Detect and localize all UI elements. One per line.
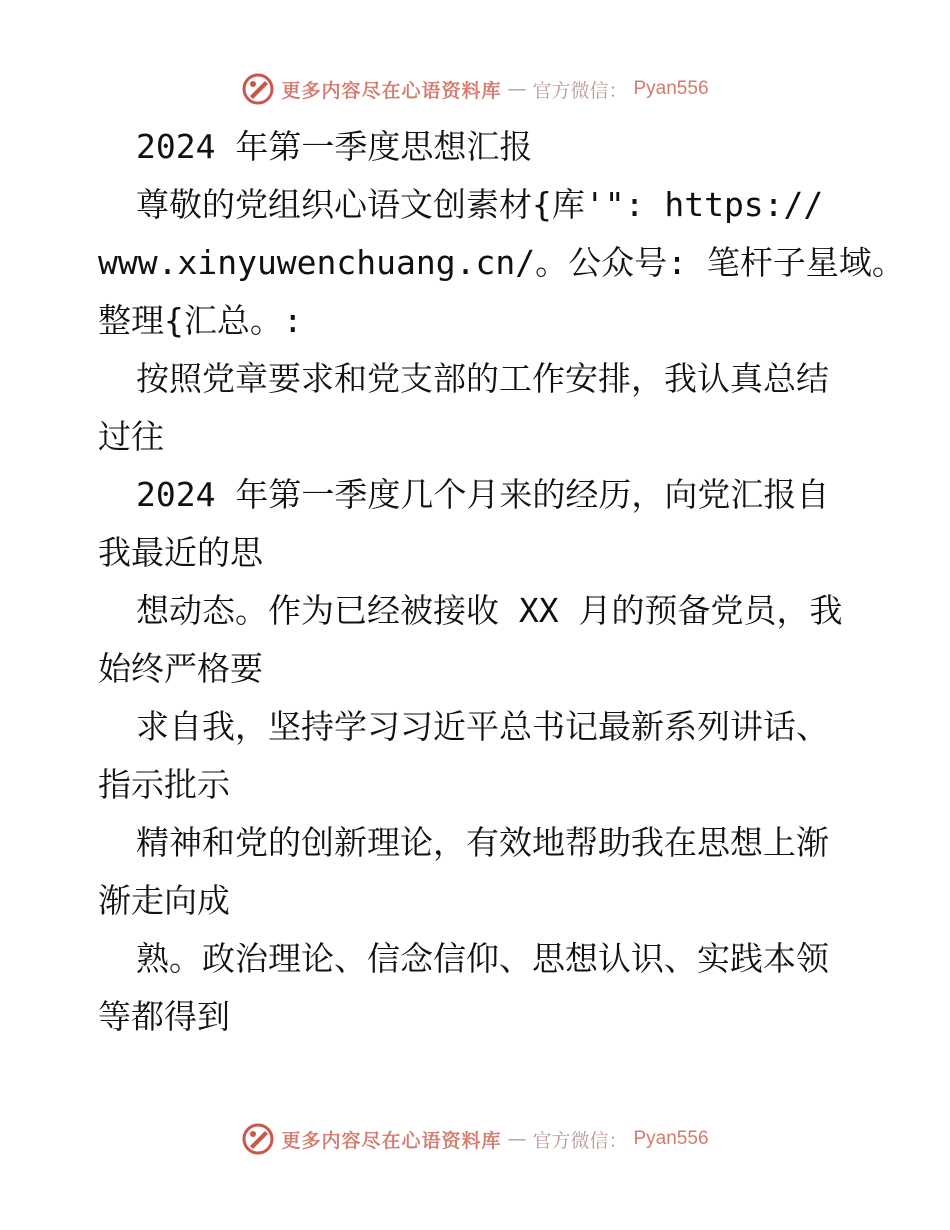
text-line: 指示批示 — [98, 765, 230, 804]
text-line: 始终严格要 — [98, 649, 263, 688]
header-watermark — [0, 72, 950, 106]
text-line: 渐走向成 — [98, 881, 230, 920]
banner-lead: 更多内容尽在心语资料库 — [281, 1129, 502, 1152]
text-line: 我最近的思 — [98, 533, 263, 572]
text-line: 整理{汇总。: — [98, 301, 303, 340]
document-body — [98, 118, 905, 1046]
banner-handle: Pyan556 — [633, 1128, 709, 1149]
text-line: 想动态。作为已经被接收 XX 月的预备党员，我 — [136, 591, 843, 630]
banner-official: 官方微信： — [532, 1129, 628, 1152]
banner-handle: Pyan556 — [633, 78, 709, 99]
text-line: 求自我，坚持学习习近平总书记最新系列讲话、 — [136, 707, 829, 746]
text-line: 2024 年第一季度几个月来的经历，向党汇报自 — [136, 475, 830, 514]
banner-official: 官方微信： — [532, 79, 628, 102]
text-line: 尊敬的党组织心语文创素材{库'": https:// — [136, 185, 824, 224]
text-line: www.xinyuwenchuang.cn/。公众号: 笔杆子星域。 — [98, 243, 905, 282]
text-line: 熟。政治理论、信念信仰、思想认识、实践本领 — [136, 939, 829, 978]
text-line: 2024 年第一季度思想汇报 — [136, 127, 533, 166]
text-line: 过往 — [98, 417, 164, 456]
footer-watermark — [0, 1122, 950, 1156]
banner-lead: 更多内容尽在心语资料库 — [281, 79, 502, 102]
text-line: 按照党章要求和党支部的工作安排，我认真总结 — [136, 359, 829, 398]
text-line: 等都得到 — [98, 997, 230, 1036]
brand-logo-icon — [241, 72, 275, 106]
banner-dash: — — [507, 1128, 527, 1150]
banner-dash: — — [507, 78, 527, 100]
text-line: 精神和党的创新理论，有效地帮助我在思想上渐 — [136, 823, 829, 862]
brand-logo-icon — [241, 1122, 275, 1156]
